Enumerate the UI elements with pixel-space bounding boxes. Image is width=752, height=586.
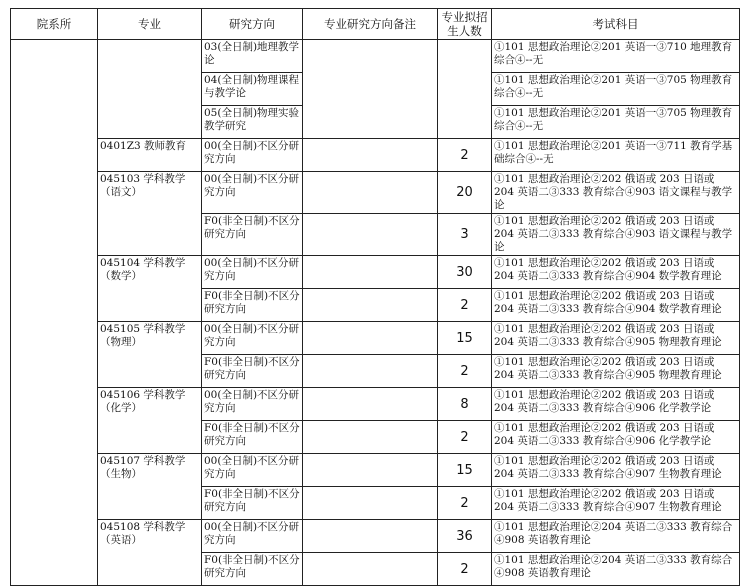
- enroll-cell: 2: [438, 355, 492, 388]
- note-cell: [303, 487, 438, 520]
- enroll-cell: 2: [438, 553, 492, 586]
- major-cell: 045105 学科教学（物理）: [98, 322, 202, 388]
- note-cell: [303, 520, 438, 553]
- major-cell: 045107 学科教学（生物）: [98, 454, 202, 520]
- table-row: [11, 322, 740, 355]
- note-cell: [303, 421, 438, 454]
- direction-cell: F0(非全日制)不区分研究方向: [202, 289, 303, 322]
- enroll-cell: 30: [438, 256, 492, 289]
- note-cell: [303, 355, 438, 388]
- note-cell: [303, 322, 438, 355]
- subjects-cell: ①101 思想政治理论②201 英语一③705 物理教育综合④--无: [492, 73, 740, 106]
- direction-cell: 00(全日制)不区分研究方向: [202, 172, 303, 214]
- subjects-cell: ①101 思想政治理论②202 俄语或 203 日语或 204 英语二③333 教育综合④907 生物教育理论: [492, 454, 740, 487]
- enrollment-table: [10, 8, 740, 586]
- subjects-cell: ①101 思想政治理论②202 俄语或 203 日语或 204 英语二③333 教育综合④907 生物教育理论: [492, 487, 740, 520]
- subjects-cell: ①101 思想政治理论②201 英语一③710 地理教育综合④--无: [492, 40, 740, 73]
- note-cell: [303, 40, 438, 139]
- subjects-cell: ①101 思想政治理论②201 英语一③711 教育学基础综合④--无: [492, 139, 740, 172]
- direction-cell: F0(非全日制)不区分研究方向: [202, 355, 303, 388]
- enroll-cell: [438, 40, 492, 139]
- direction-cell: F0(非全日制)不区分研究方向: [202, 421, 303, 454]
- note-cell: [303, 289, 438, 322]
- subjects-cell: ①101 思想政治理论②204 英语二③333 教育综合④908 英语教育理论: [492, 520, 740, 553]
- header-enroll: 专业拟招生人数: [438, 9, 492, 40]
- note-cell: [303, 388, 438, 421]
- table-row: [11, 388, 740, 421]
- subjects-cell: ①101 思想政治理论②201 英语一③705 物理教育综合④--无: [492, 106, 740, 139]
- table-body: [11, 40, 740, 586]
- enroll-cell: 3: [438, 214, 492, 256]
- enroll-cell: 2: [438, 421, 492, 454]
- enroll-cell: 15: [438, 454, 492, 487]
- direction-cell: 04(全日制)物理课程与教学论: [202, 73, 303, 106]
- college-cell: [11, 40, 98, 586]
- enroll-cell: 36: [438, 520, 492, 553]
- enroll-cell: 8: [438, 388, 492, 421]
- major-cell: [98, 40, 202, 139]
- header-major: 专业: [98, 9, 202, 40]
- note-cell: [303, 139, 438, 172]
- note-cell: [303, 256, 438, 289]
- direction-cell: F0(非全日制)不区分研究方向: [202, 553, 303, 586]
- direction-cell: F0(非全日制)不区分研究方向: [202, 487, 303, 520]
- direction-cell: 00(全日制)不区分研究方向: [202, 256, 303, 289]
- direction-cell: 05(全日制)物理实验教学研究: [202, 106, 303, 139]
- enroll-cell: 2: [438, 487, 492, 520]
- header-direction: 研究方向: [202, 9, 303, 40]
- direction-cell: 00(全日制)不区分研究方向: [202, 520, 303, 553]
- subjects-cell: ①101 思想政治理论②202 俄语或 203 日语或 204 英语二③333 教育综合④903 语文课程与教学论: [492, 214, 740, 256]
- note-cell: [303, 553, 438, 586]
- table-row: [11, 172, 740, 214]
- subjects-cell: ①101 思想政治理论②204 英语二③333 教育综合④908 英语教育理论: [492, 553, 740, 586]
- enroll-cell: 2: [438, 289, 492, 322]
- direction-cell: 00(全日制)不区分研究方向: [202, 139, 303, 172]
- major-cell: 045108 学科教学（英语）: [98, 520, 202, 586]
- enroll-cell: 15: [438, 322, 492, 355]
- subjects-cell: ①101 思想政治理论②202 俄语或 203 日语或 204 英语二③333 教育综合④904 数学教育理论: [492, 289, 740, 322]
- note-cell: [303, 172, 438, 214]
- direction-cell: F0(非全日制)不区分研究方向: [202, 214, 303, 256]
- subjects-cell: ①101 思想政治理论②202 俄语或 203 日语或 204 英语二③333 教育综合④903 语文课程与教学论: [492, 172, 740, 214]
- enroll-cell: 2: [438, 139, 492, 172]
- subjects-cell: ①101 思想政治理论②202 俄语或 203 日语或 204 英语二③333 教育综合④906 化学教学论: [492, 421, 740, 454]
- table-row: [11, 520, 740, 553]
- table-row: [11, 40, 740, 73]
- subjects-cell: ①101 思想政治理论②202 俄语或 203 日语或 204 英语二③333 教育综合④905 物理教育理论: [492, 355, 740, 388]
- major-cell: 0401Z3 教师教育: [98, 139, 202, 172]
- direction-cell: 00(全日制)不区分研究方向: [202, 454, 303, 487]
- table-row: [11, 139, 740, 172]
- header-subjects: 考试科目: [492, 9, 740, 40]
- subjects-cell: ①101 思想政治理论②202 俄语或 203 日语或 204 英语二③333 教育综合④905 物理教育理论: [492, 322, 740, 355]
- header-college: 院系所: [11, 9, 98, 40]
- table-row: [11, 256, 740, 289]
- enroll-cell: 20: [438, 172, 492, 214]
- direction-cell: 00(全日制)不区分研究方向: [202, 322, 303, 355]
- major-cell: 045103 学科教学（语文）: [98, 172, 202, 256]
- major-cell: 045106 学科教学（化学）: [98, 388, 202, 454]
- note-cell: [303, 454, 438, 487]
- table-row: [11, 454, 740, 487]
- subjects-cell: ①101 思想政治理论②202 俄语或 203 日语或 204 英语二③333 教育综合④906 化学教学论: [492, 388, 740, 421]
- header-note: 专业研究方向备注: [303, 9, 438, 40]
- subjects-cell: ①101 思想政治理论②202 俄语或 203 日语或 204 英语二③333 教育综合④904 数学教育理论: [492, 256, 740, 289]
- direction-cell: 03(全日制)地理教学论: [202, 40, 303, 73]
- direction-cell: 00(全日制)不区分研究方向: [202, 388, 303, 421]
- table-header-row: [11, 9, 740, 40]
- major-cell: 045104 学科教学（数学）: [98, 256, 202, 322]
- note-cell: [303, 214, 438, 256]
